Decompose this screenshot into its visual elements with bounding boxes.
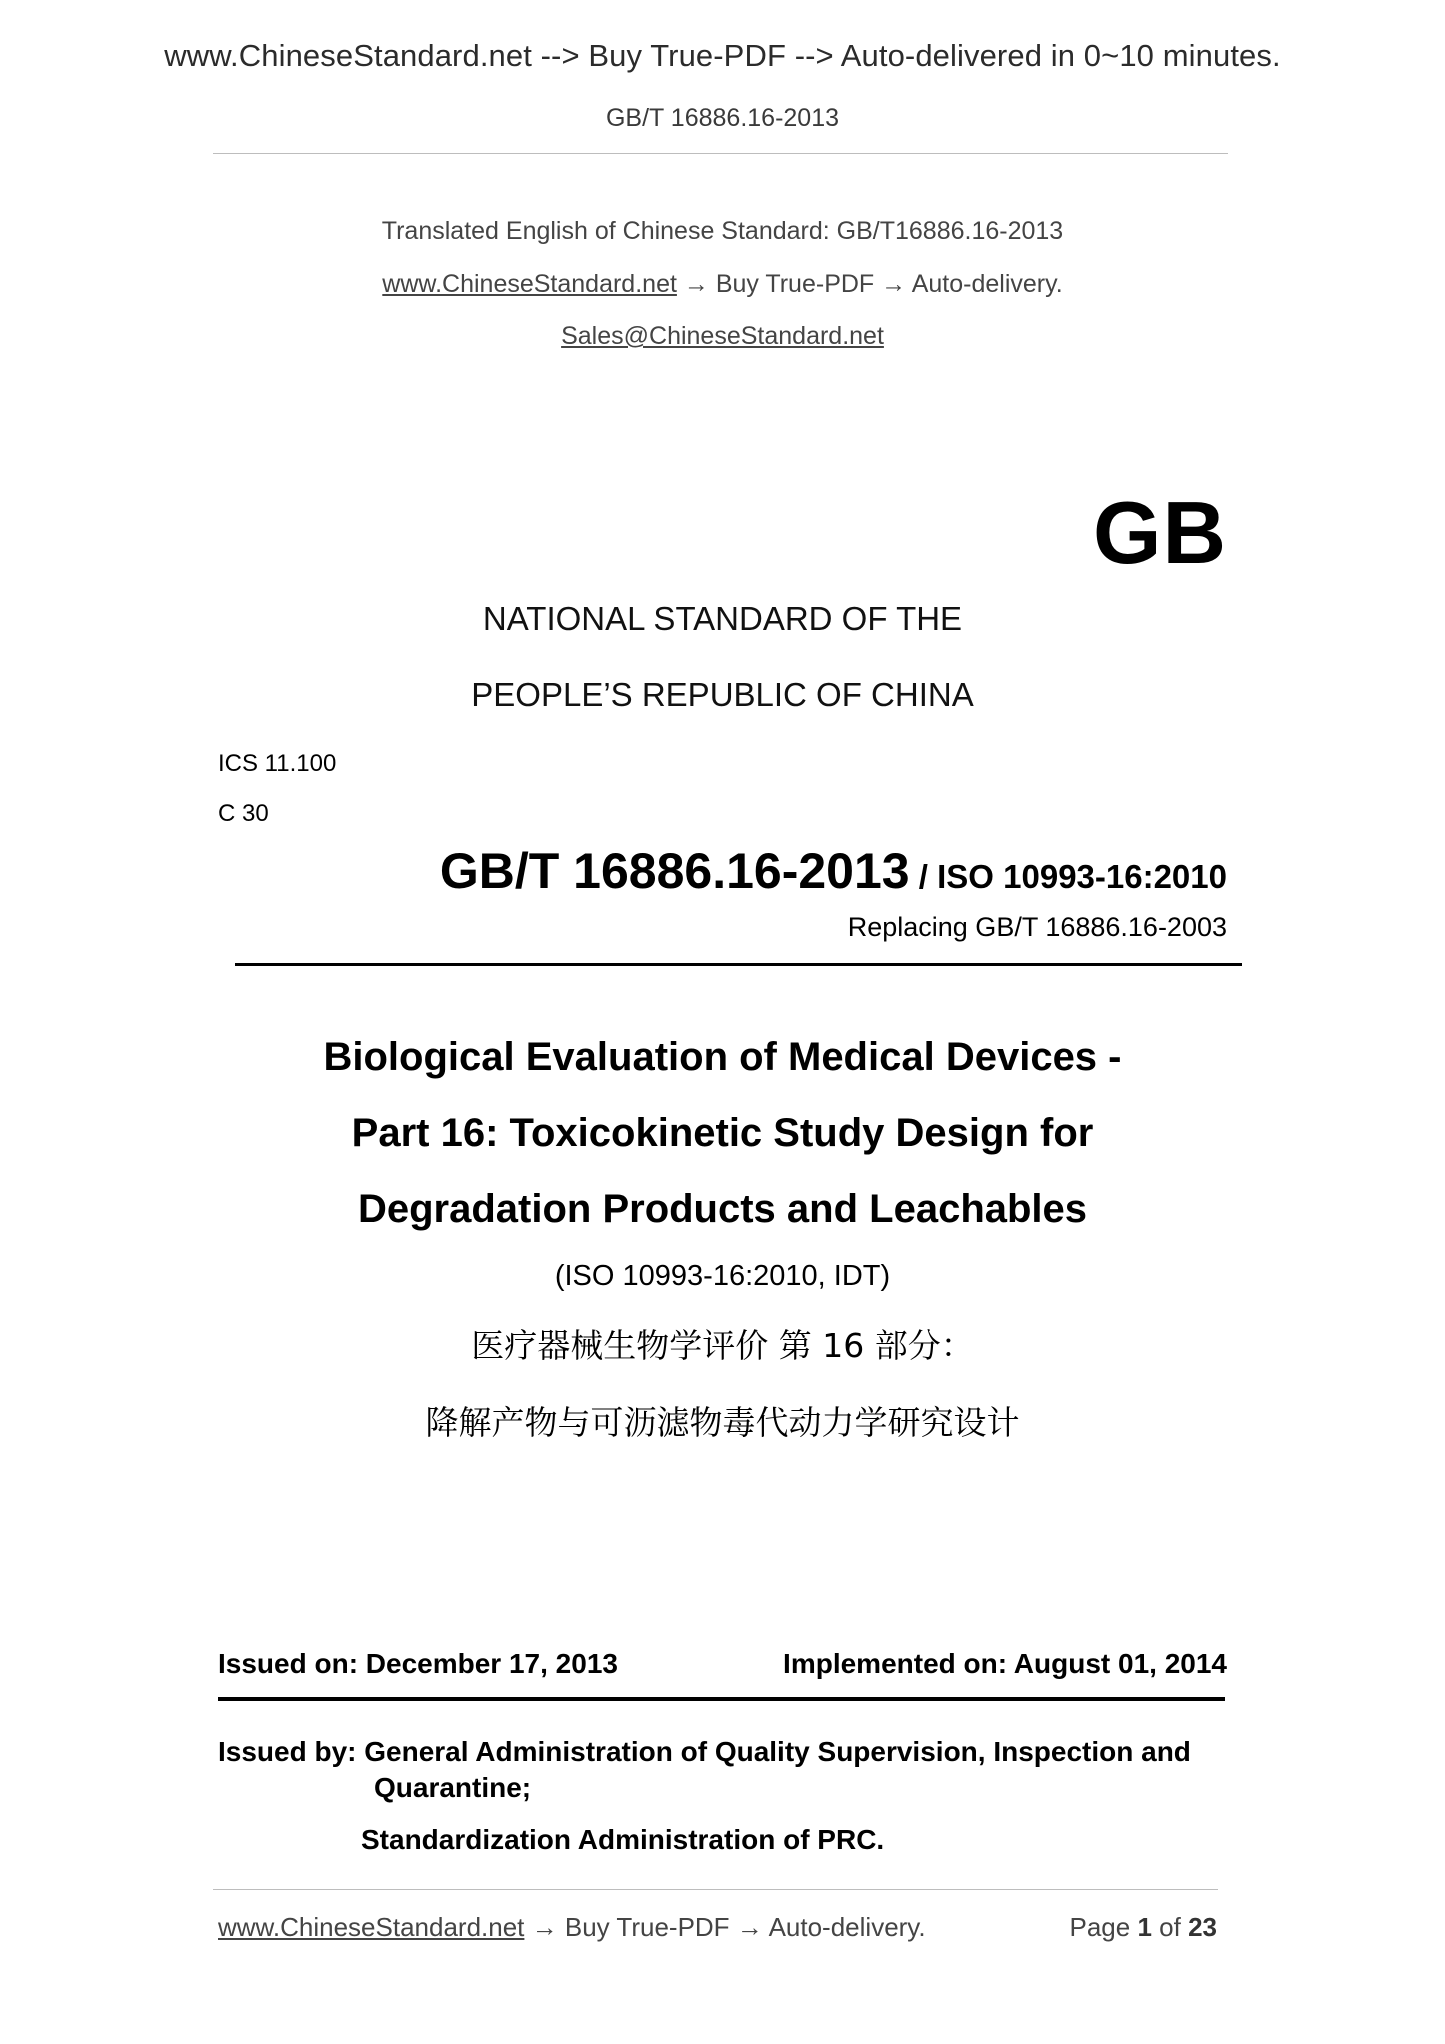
ics-code: ICS 11.100 [218,750,337,777]
iso-equivalence: (ISO 10993-16:2010, IDT) [554,1260,891,1292]
footer-site-link[interactable]: www.ChineseStandard.net [218,1912,525,1942]
issued-by-line1: Issued by: General Administration of Quality Supervision, Inspection and [218,1736,1191,1767]
translation-purchase-line [0,270,1445,299]
translation-notice: Translated English of Chinese Standard: GB/T16886.16-2013 [381,217,1064,245]
issued-by-line3: Standardization Administration of PRC. [361,1824,885,1855]
sales-email-link[interactable]: Sales@ChineseStandard.net [561,322,884,350]
page-current: 1 [1137,1912,1152,1942]
implemented-on-date: Implemented on: August 01, 2014 [783,1648,1227,1679]
page-of: of [1159,1912,1181,1942]
page-indicator [1069,1912,1217,1943]
chinese-title-line1: 医疗器械生物学评价 第 16 部分： [471,1326,974,1365]
standard-number [440,842,1227,900]
standard-number-main: GB/T 16886.16-2013 [439,843,910,899]
national-standard-line1: NATIONAL STANDARD OF THE [482,600,963,637]
footer-divider [213,1889,1218,1890]
classification-code: C 30 [218,800,269,827]
standard-number-iso: / ISO 10993-16:2010 [909,858,1227,895]
gb-logo: GB [1093,483,1227,582]
title-line3: Degradation Products and Leachables [357,1187,1088,1231]
email-line [0,322,1445,351]
purchase-text: → Buy True-PDF → Auto-delivery. [676,270,1063,298]
top-banner: www.ChineseStandard.net --> Buy True-PDF --> Auto-delivered in 0~10 minutes. [164,38,1281,73]
replacing-standard: Replacing GB/T 16886.16-2003 [847,912,1227,942]
title-line1: Biological Evaluation of Medical Devices - [323,1035,1122,1079]
site-link[interactable]: www.ChineseStandard.net [382,270,677,298]
title-divider [235,963,1242,966]
issued-on-date: Issued on: December 17, 2013 [218,1648,618,1679]
title-line2: Part 16: Toxicokinetic Study Design for [351,1111,1094,1155]
header-divider [213,153,1228,154]
header-standard-number: GB/T 16886.16-2013 [605,104,840,132]
footer-purchase-text: → Buy True-PDF → Auto-delivery. [524,1912,926,1942]
national-standard-line2: PEOPLE’S REPUBLIC OF CHINA [471,676,974,713]
chinese-title-line2: 降解产物与可沥滤物毒代动力学研究设计 [425,1403,1020,1442]
issued-by-line2: Quarantine; [374,1772,532,1803]
issuance-divider [218,1697,1225,1701]
page-total: 23 [1188,1912,1217,1942]
page-label: Page [1069,1912,1131,1942]
footer-purchase-line [218,1912,926,1943]
